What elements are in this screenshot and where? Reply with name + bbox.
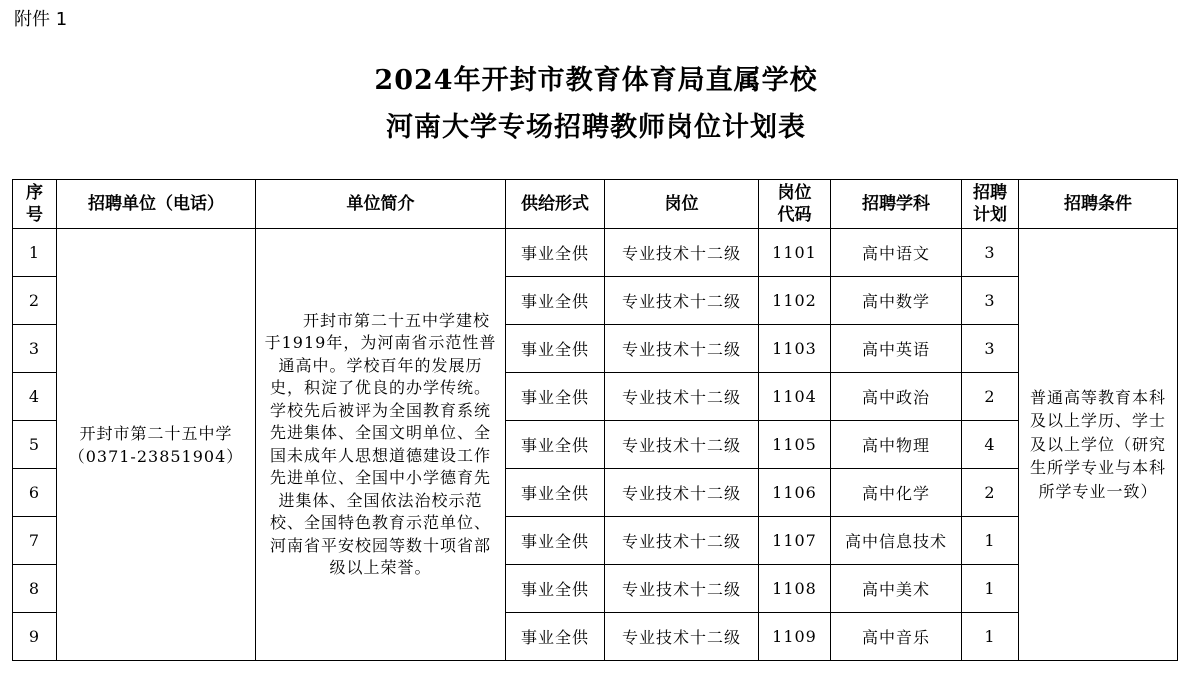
row-supply: 事业全供 xyxy=(506,277,605,325)
table-row xyxy=(13,229,1178,277)
header-post: 岗位 xyxy=(605,180,759,229)
row-post: 专业技术十二级 xyxy=(605,373,759,421)
row-subject: 高中英语 xyxy=(831,325,962,373)
table-header-row xyxy=(13,180,1178,229)
row-plan: 4 xyxy=(962,421,1019,469)
unit-intro-text: 开封市第二十五中学建校于1919年，为河南省示范性普通高中。学校百年的发展历史，积淀了优良的办学传统。学校先后被评为全国教育系统先进集体、全国文明单位、全国未成年人思想道德建设工作先进单位、全国中小学德育先进集体、全国依法治校示范校、全国特色教育示范单位、河南省平安校园等数十项省部级以上荣誉。 xyxy=(264,310,497,577)
row-subject: 高中音乐 xyxy=(831,613,962,661)
row-supply: 事业全供 xyxy=(506,565,605,613)
row-subject: 高中数学 xyxy=(831,277,962,325)
row-index: 1 xyxy=(13,229,57,277)
row-code: 1105 xyxy=(759,421,831,469)
row-plan: 2 xyxy=(962,373,1019,421)
row-post: 专业技术十二级 xyxy=(605,565,759,613)
row-post: 专业技术十二级 xyxy=(605,325,759,373)
header-subject: 招聘学科 xyxy=(831,180,962,229)
row-index: 8 xyxy=(13,565,57,613)
row-supply: 事业全供 xyxy=(506,373,605,421)
row-plan: 3 xyxy=(962,229,1019,277)
unit-cell xyxy=(57,229,256,661)
row-subject: 高中语文 xyxy=(831,229,962,277)
unit-phone: （0371-23851904） xyxy=(68,446,244,466)
header-index: 序号 xyxy=(13,180,57,229)
row-plan: 1 xyxy=(962,613,1019,661)
row-plan: 1 xyxy=(962,517,1019,565)
row-plan: 3 xyxy=(962,277,1019,325)
page-title-line-1: 2024年开封市教育体育局直属学校 xyxy=(374,65,818,96)
header-supply: 供给形式 xyxy=(506,180,605,229)
row-plan: 2 xyxy=(962,469,1019,517)
header-intro: 单位简介 xyxy=(256,180,506,229)
row-code: 1108 xyxy=(759,565,831,613)
row-subject: 高中物理 xyxy=(831,421,962,469)
row-post: 专业技术十二级 xyxy=(605,229,759,277)
row-post: 专业技术十二级 xyxy=(605,421,759,469)
row-plan: 3 xyxy=(962,325,1019,373)
row-index: 3 xyxy=(13,325,57,373)
row-index: 6 xyxy=(13,469,57,517)
attachment-label: 附件 1 xyxy=(14,9,68,30)
row-code: 1107 xyxy=(759,517,831,565)
row-post: 专业技术十二级 xyxy=(605,613,759,661)
intro-cell xyxy=(256,229,506,661)
recruitment-plan-table xyxy=(12,179,1178,661)
row-supply: 事业全供 xyxy=(506,517,605,565)
row-code: 1102 xyxy=(759,277,831,325)
row-subject: 高中化学 xyxy=(831,469,962,517)
row-code: 1101 xyxy=(759,229,831,277)
row-code: 1109 xyxy=(759,613,831,661)
row-index: 4 xyxy=(13,373,57,421)
row-supply: 事业全供 xyxy=(506,325,605,373)
row-post: 专业技术十二级 xyxy=(605,517,759,565)
row-index: 9 xyxy=(13,613,57,661)
row-supply: 事业全供 xyxy=(506,613,605,661)
row-supply: 事业全供 xyxy=(506,229,605,277)
row-code: 1103 xyxy=(759,325,831,373)
row-index: 7 xyxy=(13,517,57,565)
header-unit: 招聘单位（电话） xyxy=(57,180,256,229)
row-index: 5 xyxy=(13,421,57,469)
row-subject: 高中美术 xyxy=(831,565,962,613)
row-supply: 事业全供 xyxy=(506,469,605,517)
header-condition: 招聘条件 xyxy=(1019,180,1178,229)
row-post: 专业技术十二级 xyxy=(605,469,759,517)
unit-name: 开封市第二十五中学 xyxy=(79,423,233,443)
header-plan: 招聘计划 xyxy=(962,180,1019,229)
page-title-line-2: 河南大学专场招聘教师岗位计划表 xyxy=(386,112,806,143)
header-post-code: 岗位代码 xyxy=(759,180,831,229)
row-subject: 高中信息技术 xyxy=(831,517,962,565)
row-subject: 高中政治 xyxy=(831,373,962,421)
condition-cell: 普通高等教育本科及以上学历、学士及以上学位（研究生所学专业与本科所学专业一致） xyxy=(1019,229,1178,661)
row-code: 1106 xyxy=(759,469,831,517)
row-plan: 1 xyxy=(962,565,1019,613)
row-index: 2 xyxy=(13,277,57,325)
row-post: 专业技术十二级 xyxy=(605,277,759,325)
row-code: 1104 xyxy=(759,373,831,421)
row-supply: 事业全供 xyxy=(506,421,605,469)
